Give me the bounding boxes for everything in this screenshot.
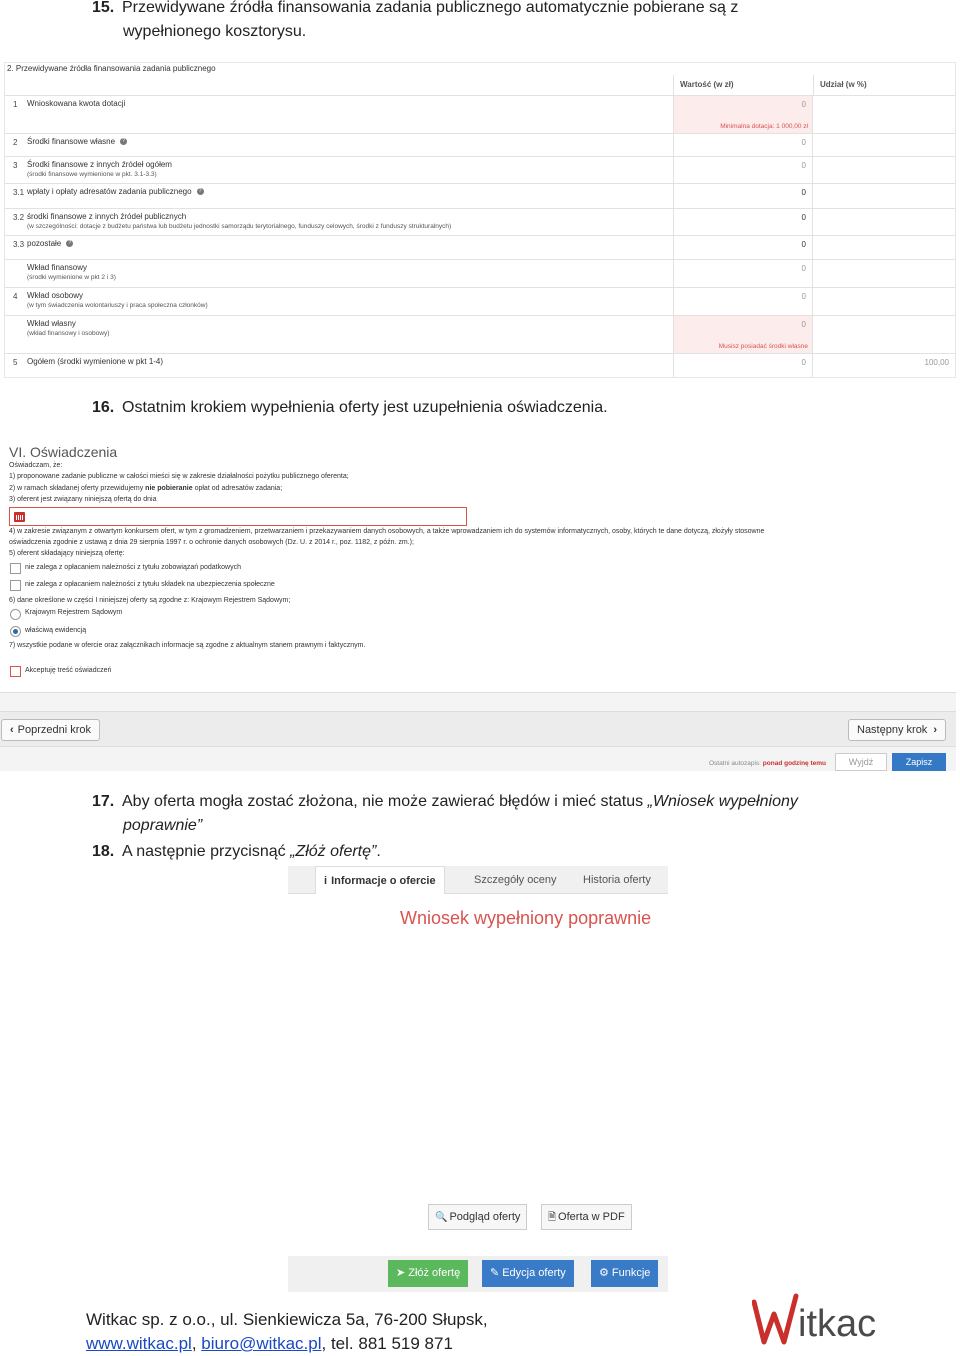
financing-table [4, 62, 956, 378]
footer-contact: www.witkac.pl, biuro@witkac.pl, tel. 881 519 871 [86, 1334, 453, 1353]
row-sublabel: (w szczególności: dotacje z budżetu państwa lub budżetu jednostki samorządu terytorialnego, funduszy celowych, środki z funduszy strukturalnych) [27, 223, 452, 230]
step-navigation [0, 711, 956, 747]
value: 0 [801, 320, 806, 329]
financing-row [5, 133, 955, 156]
radio-ewidencja-label: właściwą ewidencją [25, 627, 87, 634]
financing-row [5, 259, 955, 287]
value-cell [673, 354, 813, 377]
value: 0 [801, 358, 806, 367]
row-label: Ogółem (środki wymienione w pkt 1-4) [27, 357, 164, 366]
share-value: 100,00 [924, 358, 949, 367]
value: 0 [801, 240, 806, 249]
submit-quote: „Złóż ofertę” [290, 843, 377, 860]
statement-4a: 4) w zakresie związanym z otwartym konkursem ofert, w tym z gromadzeniem, przetwarzaniem i przekazywaniem danych osobowych, a także wprowadzaniem ich do systemów informatycznych, osoby, których te dane dotyczą, złożyły stosowne [9, 528, 765, 535]
checkbox-accept[interactable] [10, 666, 21, 677]
statements-intro: Oświadczam, że: [9, 462, 63, 469]
offer-date-field[interactable] [9, 507, 467, 526]
email-link[interactable]: biuro@witkac.pl [201, 1334, 322, 1353]
statements-heading: VI. Oświadczenia [9, 444, 118, 460]
value-cell [673, 134, 813, 156]
logo-w-icon [752, 1288, 902, 1348]
offer-status: Wniosek wypełniony poprawnie [400, 908, 652, 928]
row-label: pozostałe ? [27, 239, 72, 248]
share-icon: ➤ [396, 1267, 406, 1279]
prev-step-button[interactable]: ‹ Poprzedni krok [1, 719, 100, 741]
step-15 [92, 0, 738, 44]
footer [86, 1308, 488, 1356]
edit-icon: ✎ [490, 1267, 500, 1279]
radio-ewidencja[interactable] [10, 626, 21, 637]
row-label: Środki finansowe z innych źródeł ogółem [27, 160, 172, 169]
statement-2: 2) w ramach składanej oferty przewidujemy nie pobieranie opłat od adresatów zadania; [9, 485, 283, 492]
row-number: 5 [13, 358, 18, 367]
row-number: 2 [13, 138, 18, 147]
value-error: Musisz posiadać środki własne [718, 343, 808, 350]
col-value-header: Wartość (w zł) [673, 75, 813, 95]
step-number: 16. [92, 399, 115, 416]
row-label: Wnioskowana kwota dotacji [27, 99, 126, 108]
checkbox-tax-label: nie zalega z opłacaniem należności z tytułu zobowiązań podatkowych [25, 564, 241, 571]
financing-title: 2. Przewidywane źródła finansowania zadania publicznego [7, 64, 216, 73]
help-icon[interactable]: ? [68, 240, 72, 247]
value: 0 [801, 188, 806, 197]
value-cell[interactable] [673, 236, 813, 259]
step-text: Aby oferta mogła zostać złożona, nie może zawierać błędów i mieć status [122, 793, 648, 810]
financing-row [5, 315, 955, 353]
next-step-button[interactable]: Następny krok › [848, 719, 946, 741]
row-label: Środki finansowe własne ? [27, 137, 126, 146]
step-number: 17. [92, 793, 115, 810]
financing-row [5, 183, 955, 208]
help-icon[interactable]: ? [122, 138, 126, 145]
financing-row [5, 156, 955, 183]
functions-button[interactable]: ⚙ Funkcje [591, 1260, 658, 1287]
financing-row [5, 95, 955, 133]
statement-7: 7) wszystkie podane w ofercie oraz załącznikach informacje są zgodne z aktualnym stanem prawnym i faktycznym. [9, 642, 366, 649]
statement-1: 1) proponowane zadanie publiczne w całości mieści się w zakresie działalności pożytku publicznego oferenta; [9, 473, 349, 480]
row-sublabel: (w tym świadczenia wolontariuszy i praca społeczna członków) [27, 302, 208, 309]
row-number: 1 [13, 100, 18, 109]
row-sublabel: (wkład finansowy i osobowy) [27, 330, 110, 337]
calendar-icon[interactable] [14, 512, 25, 522]
statements-form [0, 435, 956, 693]
witkac-logo [752, 1288, 902, 1348]
row-number: 4 [13, 292, 18, 301]
statement-3: 3) oferent jest związany niniejszą ofertą do dnia [9, 496, 157, 503]
value: 0 [801, 161, 806, 170]
chevron-right-icon: › [933, 724, 937, 736]
exit-button[interactable]: Wyjdź [835, 753, 887, 771]
radio-krs-label: Krajowym Rejestrem Sądowym [25, 609, 123, 616]
row-number: 3 [13, 161, 18, 170]
step-text-cont: wypełnionego kosztorysu. [123, 23, 307, 40]
financing-row [5, 353, 955, 377]
pdf-button[interactable]: 🗎 Oferta w PDF [541, 1204, 632, 1230]
tab-info[interactable]: i Informacje o ofercie [315, 866, 445, 894]
radio-krs[interactable] [10, 609, 21, 620]
value: 0 [801, 100, 806, 109]
value-cell [673, 260, 813, 287]
value-error: Minimalna dotacja: 1 000,00 zł [720, 123, 808, 130]
step-17 [92, 790, 798, 838]
checkbox-social[interactable] [10, 580, 21, 591]
value-cell[interactable] [673, 209, 813, 235]
value-cell [673, 316, 813, 353]
row-label: wpłaty i opłaty adresatów zadania publicznego ? [27, 187, 202, 196]
help-icon[interactable]: ? [198, 188, 202, 195]
document-icon: 🗎 [548, 1212, 557, 1223]
value-cell [673, 288, 813, 315]
submit-offer-button[interactable]: ➤ Złóż ofertę [388, 1260, 468, 1287]
value-cell [673, 157, 813, 183]
value: 0 [801, 264, 806, 273]
value-cell[interactable] [673, 184, 813, 208]
checkbox-social-label: nie zalega z opłacaniem należności z tytułu składek na ubezpieczenia społeczne [25, 581, 275, 588]
value-cell [673, 96, 813, 133]
offer-tabs [288, 866, 668, 894]
svg-text:itkac: itkac [798, 1303, 877, 1345]
autosave-status: Ostatni autozapis: ponad godzinę temu [708, 760, 826, 767]
checkbox-accept-label: Akceptuję treść oświadczeń [25, 667, 112, 674]
financing-row [5, 235, 955, 259]
row-sublabel: (środki wymienione w pkt 2 i 3) [27, 274, 116, 281]
step-text: Przewidywane źródła finansowania zadania publicznego automatycznie pobierane są z [122, 0, 739, 16]
statement-5: 5) oferent składający niniejszą ofertę: [9, 550, 125, 557]
step-text: A następnie przycisnąć [122, 843, 291, 860]
info-icon: i [324, 875, 328, 887]
gear-icon: ⚙ [599, 1267, 609, 1279]
tab-evaluation[interactable]: Szczegóły oceny [474, 874, 557, 886]
step-18: 18. A następnie przycisnąć „Złóż ofertę”. [92, 840, 381, 864]
edit-offer-button[interactable]: ✎ Edycja oferty [482, 1260, 574, 1287]
value: 0 [801, 292, 806, 301]
row-label: Wkład własny [27, 319, 76, 328]
step-text: Ostatnim krokiem wypełnienia oferty jest uzupełnienia oświadczenia. [122, 399, 608, 416]
save-button[interactable]: Zapisz [892, 753, 946, 771]
tab-history[interactable]: Historia oferty [583, 874, 651, 886]
value: 0 [801, 138, 806, 147]
website-link[interactable]: www.witkac.pl [86, 1334, 192, 1353]
row-label: Wkład osobowy [27, 291, 84, 300]
step-16 [92, 396, 608, 420]
financing-row [5, 208, 955, 235]
statements-panel [0, 435, 956, 771]
search-icon: 🔍 [435, 1212, 448, 1223]
step-number: 15. [92, 0, 115, 16]
row-number: 3.2 [13, 213, 25, 222]
step-number: 18. [92, 843, 115, 860]
statement-4b: oświadczenia zgodnie z ustawą z dnia 29 sierpnia 1997 r. o ochronie danych osobowych (Dz. U. z 2014 r., poz. 1182, z późn. zm.); [9, 539, 414, 546]
row-number: 3.3 [13, 240, 25, 249]
chevron-left-icon: ‹ [10, 724, 14, 736]
row-label: Wkład finansowy [27, 263, 88, 272]
row-number: 3.1 [13, 188, 25, 197]
status-quote: „Wniosek wypełniony [647, 793, 798, 810]
value: 0 [801, 213, 806, 222]
action-bar [288, 1256, 668, 1292]
col-share-header: Udział (w %) [813, 75, 955, 95]
row-label: środki finansowe z innych źródeł publicznych [27, 212, 187, 221]
checkbox-tax[interactable] [10, 563, 21, 574]
status-quote-cont: poprawnie” [123, 817, 203, 834]
financing-row [5, 287, 955, 315]
statement-6: 6) dane określone w części I niniejszej oferty są zgodne z: Krajowym Rejestrem Sądowym; [9, 597, 291, 604]
preview-button[interactable]: 🔍 Podgląd oferty [428, 1204, 527, 1230]
row-sublabel: (środki finansowe wymienione w pkt. 3.1-3.3) [27, 171, 157, 178]
footer-address: Witkac sp. z o.o., ul. Sienkiewicza 5a, 76-200 Słupsk, [86, 1310, 488, 1329]
